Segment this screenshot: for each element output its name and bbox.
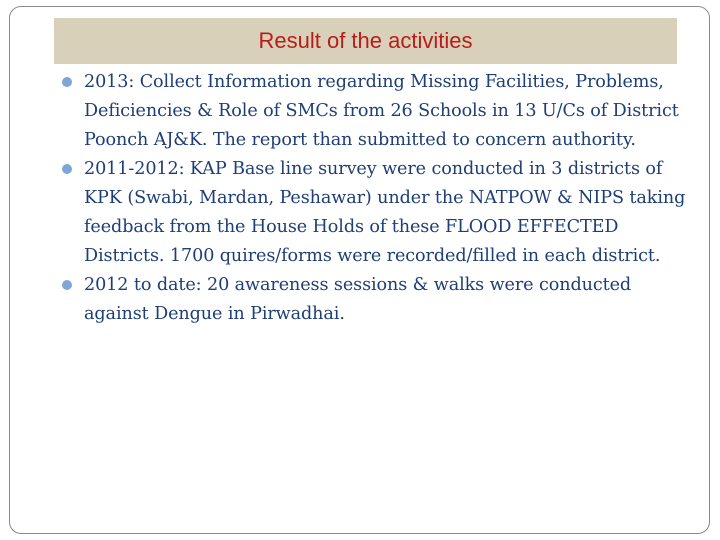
bullet-text: 2011-2012: KAP Base line survey were conducted in 3 districts of KPK (Swabi, Mardan, Peshawar) under the NATPOW & NIPS taking feedback from the House Holds of these FLOOD EFFECTED Districts. 1700 quires/forms were recorded/filled in each district.: [84, 159, 686, 266]
bullet-item-2011-2012: [62, 155, 690, 271]
bullet-text: 2013: Collect Information regarding Missing Facilities, Problems, Deficiencies & Role of SMCs from 26 Schools in 13 U/Cs of District Poonch AJ&K. The report than submitted to concern authority.: [84, 72, 679, 150]
bullet-icon: [62, 280, 72, 290]
bullet-icon: [62, 77, 72, 87]
bullet-list: [62, 68, 690, 329]
bullet-text: 2012 to date: 20 awareness sessions & walks were conducted against Dengue in Pirwadhai.: [84, 275, 632, 324]
bullet-item-2013: [62, 68, 690, 155]
slide-title: Result of the activities: [258, 28, 473, 53]
bullet-item-2012-to-date: [62, 271, 690, 329]
bullet-icon: [62, 164, 72, 174]
title-bar: [54, 18, 677, 64]
